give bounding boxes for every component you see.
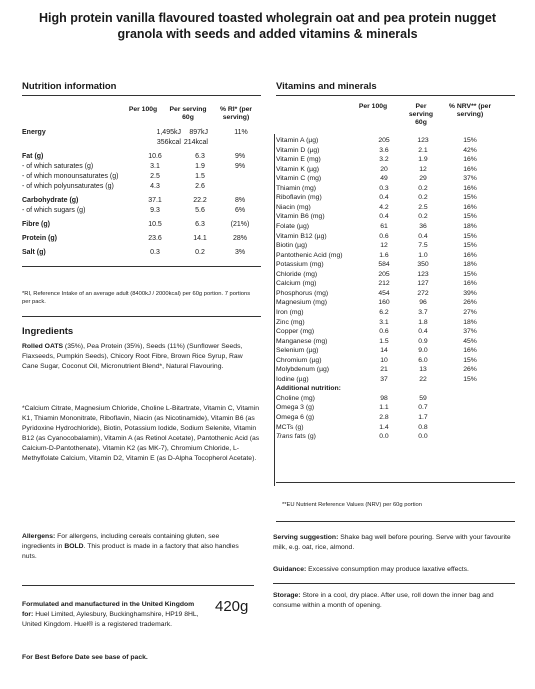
vitamin-per-serving: 22 <box>419 375 427 383</box>
vitamin-per-serving: 29 <box>419 175 427 183</box>
vitamin-per100: 212 <box>378 280 390 288</box>
nutrition-col-per100: Per 100g <box>128 106 158 113</box>
nutrition-ri: 6% <box>234 207 246 214</box>
vitamin-nrv: 16% <box>463 347 477 355</box>
nutrient-label: MCTs (g) <box>276 423 304 431</box>
vitamin-row <box>276 232 515 242</box>
vitamin-label: Manganese (mg) <box>276 337 328 345</box>
vitamin-per100: 0.4 <box>379 194 389 202</box>
nutrient-label: Choline (mg) <box>276 394 315 402</box>
vitamin-per100: 61 <box>380 222 388 230</box>
additional-nutrition-row <box>276 432 515 442</box>
divider <box>276 95 515 96</box>
nutrition-ri: (21%) <box>230 221 250 228</box>
nutrition-ri: 28% <box>232 235 247 242</box>
vitamin-per100: 21 <box>380 366 388 374</box>
vitamins-col-serving: Per serving 60g <box>408 103 434 126</box>
nutrition-row <box>22 234 262 244</box>
guidance: Guidance: Excessive consumption may produce laxative effects. <box>273 566 469 573</box>
vitamin-label: Riboflavin (mg) <box>276 194 322 202</box>
nutrition-ri: 9% <box>234 153 246 160</box>
nutrition-ri: 3% <box>234 249 246 256</box>
vitamin-per-serving: 13 <box>419 366 427 374</box>
energy-kcal100: 356kcal <box>156 139 181 146</box>
nutrition-per-serving: 22.2 <box>193 197 207 204</box>
manufacturer: Formulated and manufactured in the United Kingdom for: Huel Limited, Aylesbury, Buckinghamshire, HP19 8HL, United Kingdom. Huel® is a registered trademark. <box>22 601 199 628</box>
vitamin-per100: 0.6 <box>379 328 389 335</box>
energy-kcal-row <box>22 138 262 148</box>
nutrient-label: Trans fats (g) <box>276 433 316 441</box>
nutrition-ri: 9% <box>234 163 246 170</box>
vitamins-col-nrv: % NRV** (per serving) <box>448 103 492 118</box>
vitamin-per100: 3.2 <box>379 156 389 164</box>
nutrition-label: - of which monounsaturates (g) <box>22 173 119 180</box>
vitamin-row <box>276 375 515 385</box>
vitamin-label: Vitamin B12 (µg) <box>276 232 327 240</box>
divider <box>273 583 515 584</box>
vitamin-per-serving: 123 <box>417 137 429 144</box>
vitamin-row <box>276 241 515 251</box>
vitamin-per-serving: 1.8 <box>418 318 428 326</box>
vitamin-label: Chromium (µg) <box>276 356 322 364</box>
manufacturer-label: Formulated and manufactured in the United Kingdom for: <box>22 601 195 618</box>
nutrition-per-serving: 0.2 <box>195 249 205 256</box>
nutrition-label: Protein (g) <box>22 235 57 242</box>
vitamins-heading: Vitamins and minerals <box>276 81 377 92</box>
vitamin-row <box>276 289 515 299</box>
nutrition-per100: 2.5 <box>150 173 160 180</box>
vitamin-per100: 0.6 <box>379 232 389 240</box>
vitamin-nrv: 15% <box>463 213 477 221</box>
divider <box>22 95 261 96</box>
vitamin-row <box>276 327 515 337</box>
vitamin-row <box>276 260 515 270</box>
vitamin-label: Iodine (µg) <box>276 375 309 383</box>
vitamin-per100: 584 <box>378 261 390 269</box>
vitamin-nrv: 37% <box>463 175 477 183</box>
vitamin-nrv: 18% <box>463 222 477 230</box>
nutrient-per100: 1.1 <box>379 404 389 412</box>
vitamin-per-serving: 7.5 <box>418 242 428 250</box>
vitamin-row <box>276 279 515 289</box>
nutrition-row <box>22 220 262 230</box>
nutrition-col-ri: % RI* (per serving) <box>219 106 253 121</box>
energy-kjserv: 897kJ <box>189 129 208 136</box>
vitamin-per100: 20 <box>380 165 388 173</box>
nutrition-footnote: *RI, Reference Intake of an average adult (8400kJ / 2000kcal) per 60g portion. 7 portions per pack. <box>22 291 251 305</box>
nutrient-per100: 0.0 <box>379 433 389 441</box>
vitamin-per-serving: 0.2 <box>418 184 428 192</box>
vitamin-label: Thiamin (mg) <box>276 184 317 192</box>
energy-kj100: 1,495kJ <box>156 129 181 136</box>
vitamin-nrv: 26% <box>463 299 477 307</box>
vitamin-per-serving: 272 <box>417 289 429 297</box>
vitamin-row <box>276 136 515 146</box>
vitamin-row <box>276 174 515 184</box>
vitamin-per-serving: 0.4 <box>418 232 428 240</box>
vitamin-row <box>276 270 515 280</box>
vitamin-nrv: 15% <box>463 356 477 364</box>
nutrition-row <box>22 248 262 258</box>
vitamin-nrv: 39% <box>463 289 477 297</box>
vitamin-per-serving: 6.0 <box>418 356 428 364</box>
vitamin-nrv: 45% <box>463 337 477 345</box>
nutrition-heading: Nutrition information <box>22 81 117 92</box>
vitamin-label: Copper (mg) <box>276 328 315 335</box>
nutrition-per100: 0.3 <box>150 249 160 256</box>
vitamin-label: Selenium (µg) <box>276 347 319 355</box>
best-before: For Best Before Date see base of pack. <box>22 654 148 661</box>
energy-ri: 11% <box>234 129 248 136</box>
vitamin-per100: 3.6 <box>379 146 389 154</box>
vitamin-per-serving: 3.7 <box>418 308 428 316</box>
divider <box>22 266 261 267</box>
vitamin-nrv: 18% <box>463 318 477 326</box>
vitamin-per100: 0.4 <box>379 213 389 221</box>
vitamin-per100: 37 <box>380 375 388 383</box>
vitamin-per-serving: 2.5 <box>418 203 428 211</box>
vitamin-label: Molybdenum (µg) <box>276 366 330 374</box>
nutrition-per-serving: 5.6 <box>195 207 205 214</box>
vitamin-label: Chloride (mg) <box>276 270 318 278</box>
nutrition-per100: 23.6 <box>148 235 162 242</box>
vitamin-per100: 4.2 <box>379 203 389 211</box>
vitamin-per-serving: 96 <box>419 299 427 307</box>
ingredients-heading: Ingredients <box>22 326 74 337</box>
nutrition-per-serving: 14.1 <box>193 235 207 242</box>
vitamins-footnote: **EU Nutrient Reference Values (NRV) per 60g portion <box>282 502 422 508</box>
nutrition-per100: 9.3 <box>150 207 160 214</box>
nutrition-row <box>22 206 262 216</box>
nutrition-label: Carbohydrate (g) <box>22 197 79 204</box>
serving-suggestion: Serving suggestion: Shake bag well before pouring. Serve with your favourite milk, e.g. oat, rice, almond. <box>273 534 511 551</box>
vitamin-label: Zinc (mg) <box>276 318 305 326</box>
vitamin-per-serving: 0.9 <box>418 337 428 345</box>
nutrition-per100: 4.3 <box>150 183 160 190</box>
vitamin-label: Vitamin B6 (mg) <box>276 213 325 221</box>
nutrient-per-serving: 59 <box>419 394 427 402</box>
micronutrient-blend-text: *Calcium Citrate, Magnesium Chloride, Choline L-Bitartrate, Vitamin C, Vitamin K1, Thiamin Mononitrate, Riboflavin, Niacin (as Nicotinamide), Vitamin B6 (as Pyridoxine Hydrochloride), Biotin, Potassium Iodide, Sodium Selenite, Vitamin B12 (as Cyanocobalamin), Vitamin A (as Retinol Acetate), Pantothenic Acid (as Calcium-D-Pantothenate), Vitamin K2 (as MK-7), Chromium Chloride, L-Methylfolate Calcium, Vitamin D2, Vitamin E (as D-Alpha Tocopherol Acetate). <box>22 405 260 462</box>
vitamin-nrv: 16% <box>463 184 477 192</box>
vitamin-label: Vitamin C (mg) <box>276 175 322 183</box>
vitamin-label: Iron (mg) <box>276 308 304 316</box>
nutrient-label: Omega 3 (g) <box>276 404 315 412</box>
vitamin-label: Biotin (µg) <box>276 242 308 250</box>
nutrition-ri: 8% <box>234 197 246 204</box>
vitamin-per100: 14 <box>380 347 388 355</box>
vitamin-per100: 160 <box>378 299 390 307</box>
nutrition-row <box>22 152 262 162</box>
vitamin-label: Vitamin D (µg) <box>276 146 320 154</box>
storage-label: Storage: <box>273 592 301 599</box>
vitamin-row <box>276 193 515 203</box>
energy-label: Energy <box>22 129 46 136</box>
divider <box>22 316 261 317</box>
vitamin-row <box>276 318 515 328</box>
vitamin-per-serving: 9.0 <box>418 347 428 355</box>
nutrient-per-serving: 0.0 <box>418 433 428 441</box>
divider <box>276 482 515 483</box>
vitamin-nrv: 15% <box>463 137 477 144</box>
nutrition-per-serving: 1.9 <box>195 163 205 170</box>
nutrient-per-serving: 0.8 <box>418 423 428 431</box>
guidance-label: Guidance: <box>273 566 307 573</box>
nutrition-per100: 10.6 <box>148 153 162 160</box>
vitamin-label: Phosphorus (mg) <box>276 289 329 297</box>
vitamin-row <box>276 165 515 175</box>
vitamin-row <box>276 212 515 222</box>
vitamin-nrv: 15% <box>463 232 477 240</box>
vitamin-label: Calcium (mg) <box>276 280 317 288</box>
vitamin-per-serving: 12 <box>419 165 427 173</box>
vitamin-per100: 1.6 <box>379 251 389 259</box>
nutrient-per100: 2.8 <box>379 413 389 421</box>
storage: Storage: Store in a cool, dry place. After use, roll down the inner bag and consume within a month of opening. <box>273 592 494 609</box>
vitamin-row <box>276 203 515 213</box>
additional-nutrition-row <box>276 423 515 433</box>
vitamin-nrv: 26% <box>463 366 477 374</box>
nutrition-label: - of which sugars (g) <box>22 207 86 214</box>
nutrition-per100: 3.1 <box>150 163 160 170</box>
vitamin-row <box>276 308 515 318</box>
vitamin-label: Niacin (mg) <box>276 203 311 211</box>
vitamin-per100: 10 <box>380 356 388 364</box>
vitamin-label: Potassium (mg) <box>276 261 324 269</box>
vitamin-label: Pantothenic Acid (mg) <box>276 251 343 259</box>
nutrient-label: Omega 6 (g) <box>276 413 315 421</box>
ingredients-text: Rolled OATS (35%), Pea Protein (35%), Seeds (11%) (Sunflower Seeds, Flaxseeds, Pumpkin Seeds), Chicory Root Fibre, Brown Rice Syrup, Raw Cane Sugar, Coconut Oil, Micronutrient Blend*, Natural Flavouring. <box>22 343 243 370</box>
nutrient-per-serving: 1.7 <box>418 413 428 421</box>
vitamin-nrv: 15% <box>463 194 477 202</box>
vitamin-nrv: 15% <box>463 270 477 278</box>
allergens-label: Allergens: <box>22 533 56 540</box>
vitamin-per-serving: 2.1 <box>418 146 428 154</box>
nutrition-col-serving: Per serving 60g <box>169 106 207 121</box>
vitamin-label: Vitamin K (µg) <box>276 165 320 173</box>
vitamin-nrv: 15% <box>463 375 477 383</box>
vitamin-nrv: 42% <box>463 146 477 154</box>
allergens-text: Allergens: For allergens, including cereals containing gluten, see ingredients in BOLD. This product is made in a factory that also handles nuts. <box>22 533 239 560</box>
nutrition-per-serving: 2.6 <box>195 183 205 190</box>
energy-kcalserv: 214kcal <box>183 139 208 146</box>
serving-label: Serving suggestion: <box>273 534 339 541</box>
divider <box>276 521 515 522</box>
nutrition-per-serving: 1.5 <box>195 173 205 180</box>
nutrient-per100: 1.4 <box>379 423 389 431</box>
vitamin-row <box>276 222 515 232</box>
nutrition-label: - of which polyunsaturates (g) <box>22 183 114 190</box>
vitamin-per100: 6.2 <box>379 308 389 316</box>
vitamin-per-serving: 0.2 <box>418 213 428 221</box>
nutrition-label: Salt (g) <box>22 249 46 256</box>
vitamin-nrv: 16% <box>463 251 477 259</box>
nutrition-row <box>22 196 262 206</box>
product-title: High protein vanilla flavoured toasted wholegrain oat and pea protein nugget granola with seeds and added vitamins & minerals <box>39 11 496 41</box>
vitamin-nrv: 18% <box>463 261 477 269</box>
vitamins-col-per100: Per 100g <box>358 103 388 110</box>
nutrient-per100: 98 <box>380 394 388 402</box>
vitamin-row <box>276 337 515 347</box>
vitamin-row <box>276 365 515 375</box>
vitamin-per100: 0.3 <box>379 184 389 192</box>
vitamin-per-serving: 1.9 <box>418 156 428 164</box>
vitamin-row <box>276 346 515 356</box>
vitamin-row <box>276 184 515 194</box>
vitamin-per-serving: 127 <box>417 280 429 288</box>
vitamin-nrv: 27% <box>463 308 477 316</box>
vitamin-per-serving: 0.2 <box>418 194 428 202</box>
nutrition-row <box>22 172 262 182</box>
vitamin-nrv: 16% <box>463 203 477 211</box>
vitamin-row <box>276 298 515 308</box>
vitamin-per-serving: 36 <box>419 222 427 230</box>
net-weight: 420g <box>215 598 249 615</box>
vitamin-per100: 205 <box>378 137 390 144</box>
vitamin-nrv: 37% <box>463 328 477 335</box>
vitamin-label: Vitamin A (µg) <box>276 137 319 144</box>
vitamin-per100: 205 <box>378 270 390 278</box>
vitamin-per100: 49 <box>380 175 388 183</box>
vitamin-per100: 3.1 <box>379 318 389 326</box>
vitamin-per100: 12 <box>380 242 388 250</box>
additional-nutrition-row <box>276 413 515 423</box>
vitamin-per-serving: 0.4 <box>418 328 428 335</box>
vitamin-label: Vitamin E (mg) <box>276 156 321 164</box>
nutrition-label: - of which saturates (g) <box>22 163 94 170</box>
vitamin-per100: 454 <box>378 289 390 297</box>
nutrition-label: Fibre (g) <box>22 221 50 228</box>
nutrition-per100: 37.1 <box>148 197 162 204</box>
nutrient-per-serving: 0.7 <box>418 404 428 412</box>
vitamin-label: Folate (µg) <box>276 222 310 230</box>
additional-nutrition-row <box>276 394 515 404</box>
vitamin-nrv: 16% <box>463 280 477 288</box>
nutrition-per-serving: 6.3 <box>195 221 205 228</box>
vitamin-row <box>276 146 515 156</box>
vitamin-per-serving: 123 <box>417 270 429 278</box>
nutrition-per100: 10.5 <box>148 221 162 228</box>
energy-row <box>22 128 262 138</box>
vitamin-row <box>276 155 515 165</box>
vitamin-per100: 1.5 <box>379 337 389 345</box>
additional-nutrition-heading <box>276 384 515 394</box>
table-border <box>274 134 275 486</box>
vitamin-label: Magnesium (mg) <box>276 299 327 307</box>
vitamin-row <box>276 251 515 261</box>
divider <box>22 585 254 586</box>
vitamin-per-serving: 350 <box>417 261 429 269</box>
vitamin-nrv: 15% <box>463 242 477 250</box>
vitamin-nrv: 16% <box>463 165 477 173</box>
nutrition-per-serving: 6.3 <box>195 153 205 160</box>
vitamin-per-serving: 1.0 <box>418 251 428 259</box>
vitamin-nrv: 16% <box>463 156 477 164</box>
nutrition-row <box>22 162 262 172</box>
additional-nutrition-row <box>276 403 515 413</box>
nutrition-label: Fat (g) <box>22 153 44 160</box>
additional-nutrition-label: Additional nutrition: <box>276 385 341 393</box>
vitamin-row <box>276 356 515 366</box>
nutrition-row <box>22 182 262 192</box>
